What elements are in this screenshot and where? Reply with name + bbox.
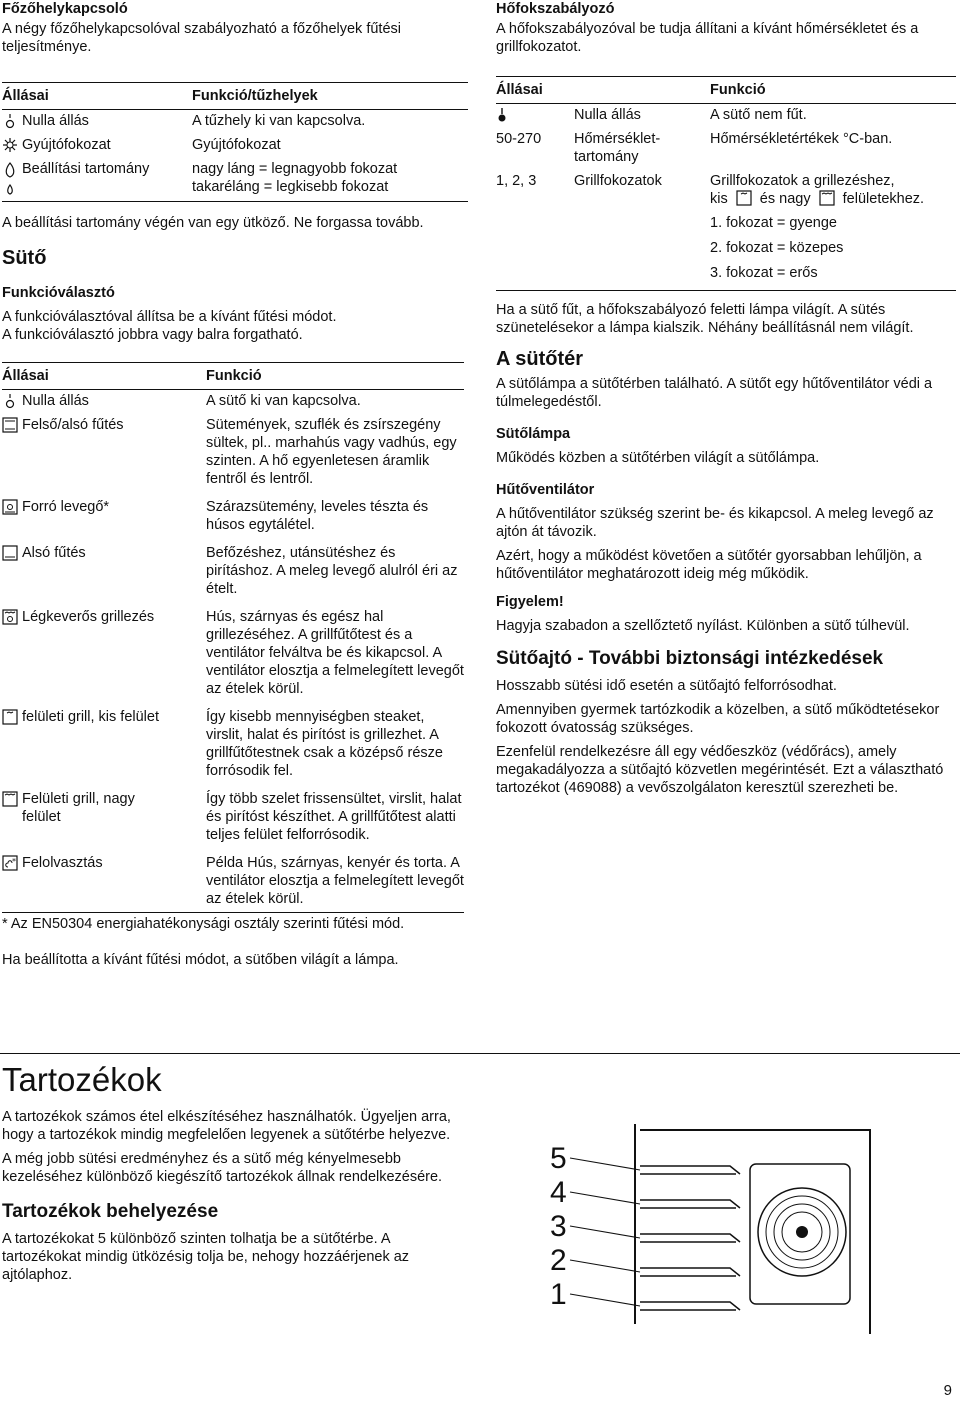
- footnote: * Az EN50304 energiahatékonysági osztály szerinti fűtési mód.: [2, 916, 405, 932]
- table-row: Felső/alsó fűtés Sütemények, szuflék és zsírszegény sültek, pl.. marhahús vagy vadhús, egy szinten. A hő egyenletesen áramlik fentről és lentről.: [2, 414, 464, 496]
- burner-table: [2, 82, 468, 202]
- level-number: 2: [550, 1244, 567, 1277]
- table-row: felületi grill, kis felület Így kisebb mennyiségben steaket, virslit, halat és pirítóst is grillezhet. A grillfűtőtestnek csak a középső része forrósodik fel.: [2, 706, 464, 788]
- dot-zero-icon: [496, 107, 512, 123]
- accessories-p2: A még jobb sütési eredményhez és a sütő még kényelmesebb kezeléséhez különböző kiegészítő tartozékok állnak rendelkezésére.: [2, 1151, 443, 1185]
- accessories-section: [2, 1060, 472, 1290]
- right-column: [496, 0, 956, 803]
- table-header: Állásai: [2, 363, 206, 390]
- level-number: 5: [550, 1142, 567, 1175]
- oven-levels-illustration: [540, 1124, 880, 1339]
- door-text-3: Ezenfelül rendelkezésre áll egy védőeszköz (védőrács), amely megakadályozza a sütőajtó közvetlen megérintését. Ezt a választható tartozékot (469088) a vevőszolgálaton keresztül szerezheti be.: [496, 744, 944, 796]
- table-row: 50-270 Hőmérséklet-tartomány Hőmérsékletértékek °C-ban.: [496, 131, 893, 165]
- table-row: Nulla állás A sütő nem fűt.: [496, 104, 956, 129]
- table-row: Beállítási tartomány nagy láng = legnagyobb fokozat takaréláng = legkisebb fokozat: [2, 158, 468, 202]
- table-row: Alsó fűtés Befőzéshez, utánsütéshez és pirításhoz. A meleg levegő alulról éri az ételt.: [2, 542, 464, 606]
- zero-position-icon: [2, 113, 18, 129]
- warning-text: Hagyja szabadon a szellőztető nyílást. Különben a sütő túlhevül.: [496, 618, 910, 634]
- fan-grill-icon: [2, 609, 18, 625]
- table-row: Forró levegő* Szárazsütemény, leveles tészta és húsos egytálétel.: [2, 496, 464, 542]
- level-number: 4: [550, 1176, 567, 1209]
- ignition-icon: [2, 137, 18, 153]
- grill-small-icon: [2, 709, 18, 725]
- warning-title: Figyelem!: [496, 594, 564, 610]
- accessories-title: Tartozékok: [2, 1061, 162, 1098]
- burner-note: A beállítási tartomány végén van egy ütköző. Ne forgassa tovább.: [2, 215, 424, 231]
- thermostat-table: [496, 76, 956, 286]
- table-row: Nulla állás A sütő ki van kapcsolva.: [2, 390, 464, 415]
- top-bottom-heat-icon: [2, 417, 18, 433]
- table-header: Funkció: [206, 363, 464, 390]
- insert-title: Tartozékok behelyezése: [2, 1201, 219, 1222]
- table-header: Funkció: [710, 77, 956, 104]
- lamp-title: Sütőlámpa: [496, 426, 571, 442]
- table-header: Funkció/tűzhelyek: [192, 83, 468, 110]
- table-row: Gyújtófokozat Gyújtófokozat: [2, 134, 468, 158]
- insert-text: A tartozékokat 5 különböző szinten tolhatja be a sütőtérbe. A tartozékokat mindig ütközésig tolja be, nehogy hozzáérjenek az ajtólaphoz.: [2, 1231, 410, 1283]
- grill-large-icon: [2, 791, 18, 807]
- selector-intro-1: A funkcióválasztóval állítsa be a kívánt fűtési módot.: [2, 309, 337, 325]
- table-row: 1, 2, 3 Grillfokozatok Grillfokozatok a grillezéshez, kis és nagy felületekhez. 1. fokozat = gyenge 2. fokozat = közepes 3. fokozat = erős: [496, 173, 925, 281]
- level-number: 3: [550, 1210, 567, 1243]
- flame-icon: [2, 161, 18, 197]
- burner-intro: A négy főzőhelykapcsolóval szabályozható a főzőhelyek fűtési teljesítménye.: [2, 21, 401, 55]
- table-row: * Felolvasztás Példa Hús, szárnyas, kenyér és torta. A ventilátor elosztja a felmelegített levegőt az ételek körül.: [2, 852, 464, 912]
- thermostat-intro: A hőfokszabályozóval be tudja állítani a kívánt hőmérsékletet és a grillfokozatot.: [496, 21, 919, 55]
- table-row: Felületi grill, nagy felület Így több szelet frissensültet, virslit, halat és pirítóst készíthet. A grillfűtőtest alatti teljes felület felforrósodik.: [2, 788, 464, 852]
- hot-air-icon: [2, 499, 18, 515]
- svg-text:*: *: [12, 857, 16, 866]
- oven-function-table: [2, 362, 464, 912]
- grill-small-icon: [736, 190, 752, 206]
- level-number: 1: [550, 1278, 567, 1311]
- fan-text-1: A hűtőventilátor szükség szerint be- és kikapcsol. A meleg levegő az ajtón át távozik.: [496, 506, 934, 540]
- burner-title: Főzőhelykapcsoló: [2, 1, 128, 17]
- zero-position-icon: [2, 393, 18, 409]
- accessories-p1: A tartozékok számos étel elkészítéséhez használhatók. Ügyeljen arra, hogy a tartozékok mindig megfelelően legyenek a sütőtérbe helyezve.: [2, 1109, 451, 1143]
- table-row: Légkeverős grillezés Hús, szárnyas és egész hal grillezéséhez. A grillfűtőtest és a ventilátor felváltva be és kikapcsol. A ventilátor elosztja a felmelegített levegőt az ételek körül.: [2, 606, 464, 706]
- table-row: Nulla állás A tűzhely ki van kapcsolva.: [2, 110, 468, 135]
- cavity-intro: A sütőlámpa a sütőtérben található. A sütőt egy hűtőventilátor védi a túlmelegedéstől.: [496, 376, 933, 410]
- door-title: Sütőajtó - További biztonsági intézkedések: [496, 648, 884, 669]
- lamp-note: Ha beállította a kívánt fűtési módot, a sütőben világít a lámpa.: [2, 952, 399, 968]
- cavity-title: A sütőtér: [496, 348, 584, 370]
- lamp-text: Működés közben a sütőtérben világít a sütőlámpa.: [496, 450, 820, 466]
- thermostat-note: Ha a sütő fűt, a hőfokszabályozó feletti lámpa világít. A sütés szünetelésekor a lámpa kialszik. Néhány beállításnál nem világít.: [496, 302, 914, 336]
- table-header: Állásai: [496, 77, 710, 104]
- page-number: 9: [943, 1382, 952, 1399]
- fan-text-2: Azért, hogy a működést követően a sütőtér gyorsabban lehűljön, a hűtőventilátor meghatározott ideig még működik.: [496, 548, 922, 582]
- thermostat-title: Hőfokszabályozó: [496, 1, 615, 17]
- oven-title: Sütő: [2, 247, 47, 269]
- door-text-1: Hosszabb sütési idő esetén a sütőajtó felforrósodhat.: [496, 678, 837, 694]
- fan-title: Hűtőventilátor: [496, 482, 595, 498]
- section-divider: [0, 1053, 960, 1054]
- grill-large-icon: [819, 190, 835, 206]
- bottom-heat-icon: [2, 545, 18, 561]
- door-text-2: Amennyiben gyermek tartózkodik a közelben, a sütő működtetésekor fokozott óvatosság szükséges.: [496, 702, 940, 736]
- defrost-icon: [2, 855, 18, 871]
- selector-intro-2: A funkcióválasztó jobbra vagy balra forgatható.: [2, 327, 303, 343]
- table-header: Állásai: [2, 83, 192, 110]
- left-column: [2, 0, 468, 975]
- selector-title: Funkcióválasztó: [2, 285, 115, 301]
